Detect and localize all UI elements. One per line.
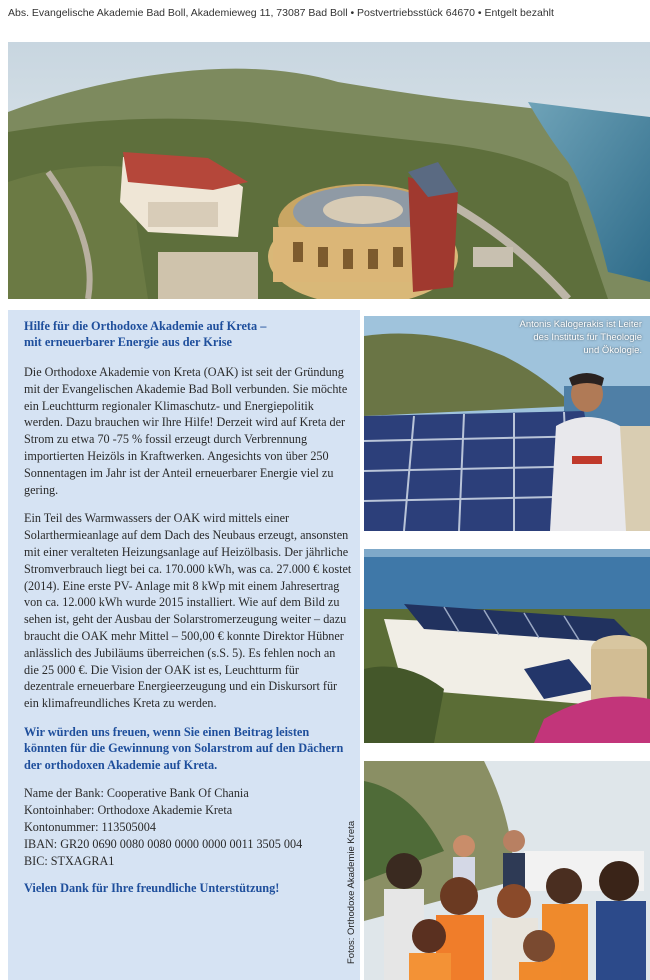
sender-line: Abs. Evangelische Akademie Bad Boll, Akademieweg 11, 73087 Bad Boll • Postvertriebsstück 64670 • Entgelt bezahlt [8,7,554,19]
paragraph-intro: Die Orthodoxe Akademie von Kreta (OAK) ist seit der Gründung mit der Evangelischen Akademie Bad Boll verbunden. Sie möchte ein Leuchtturm regionaler Klimaschutz- und Energiepolitik werden. Dazu brauchen wir Ihre Hilfe! Derzeit wird auf Kreta der Strom zu etwa 70 -75 % fossil erzeugt durch Verbrennung importierten Heizöls in Kraftwerken. Angesichts von über 250 Sonnentagen im Jahr ist der Anteil erneuerbarer Energie viel zu gering. [24,365,348,497]
students-group-photo [364,761,650,980]
bank-details [18,785,352,869]
donation-appeal: Wir würden uns freuen, wenn Sie einen Beitrag leisten könnten für die Gewinnung von Solarstrom auf den Dächern der orthodoxen Akademie auf Kreta. [24,724,344,772]
article-column [18,318,352,896]
rooftop-solar-building-photo [364,549,650,743]
account-holder: Kontoinhaber: Orthodoxe Akademie Kreta [24,803,233,818]
paragraph-details: Ein Teil des Warmwassers der OAK wird mittels einer Solarthermieanlage auf dem Dach des Neubaus erzeugt, ansonsten mit einer veralteten Heizungsanlage auf Heizölbasis. Der jährliche Stromverbrauch liegt bei ca. 170.000 kWh, was ca. 27.000 € kostet (2014). Eine erste PV- Anlage mit 8 kWp mit einem Jahresertrag von ca. 12.000 kWh wurde 2015 installiert. Wie auf dem Bild zu sehen ist, geht der Ausbau der Solarstromerzeugung weiter – dazu braucht die OAK mehr Mittel – 500,00 € konnte Direktor Hübner anlässlich des Jubiläums überreichen (s.S. 5). Es fehlen noch an die 25 000 €. Die Vision der OAK ist es, Leuchtturm für dezentrale erneuerbare Energieerzeugung und ein Diskursort für ein klimafreundliches Kreta zu werden. [24,511,352,711]
solar-panels-portrait-photo [364,316,650,531]
photo-caption [519,318,642,357]
article-headline [24,318,352,350]
headline-line-2: mit erneuerbarer Energie aus der Krise [24,335,232,349]
thanks-line: Vielen Dank für Ihre freundliche Unterstützung! [24,881,280,896]
caption-line-3: und Ökologie. [583,345,642,356]
photo-credit: Fotos: Orthodoxe Akademie Kreta [346,820,357,964]
account-number: Kontonummer: 113505004 [24,820,156,835]
caption-line-1: Antonis Kalogerakis ist Leiter [519,319,642,330]
bank-name: Name der Bank: Cooperative Bank Of Chania [24,786,249,801]
caption-line-2: des Instituts für Theologie [533,332,642,343]
headline-line-1: Hilfe für die Orthodoxe Akademie auf Kreta – [24,319,267,333]
bic: BIC: STXAGRA1 [24,853,115,868]
iban: IBAN: GR20 0690 0080 0080 0000 0000 0011 3505 004 [24,836,303,851]
academy-aerial-photo [8,42,650,299]
